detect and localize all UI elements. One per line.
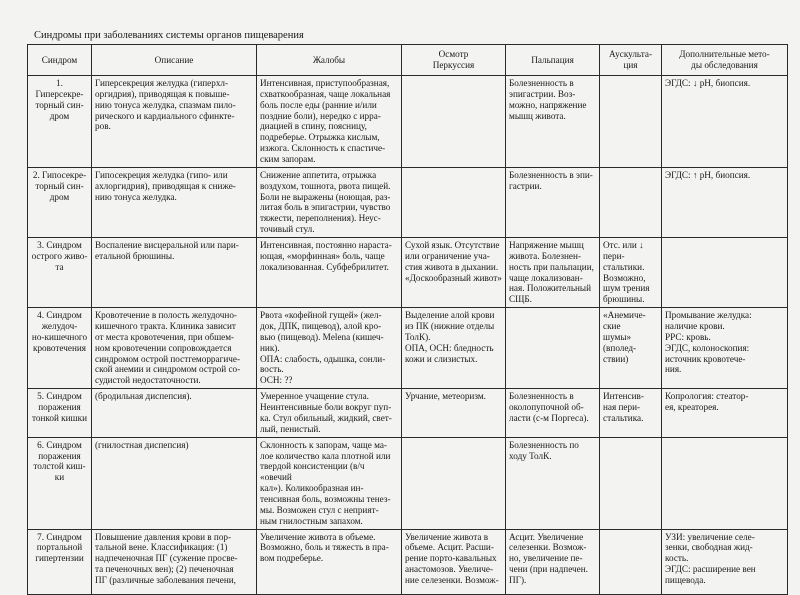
cell-extra: ЭГДС: ↓ pH, биопсия. [662, 76, 788, 168]
cell-syndrome: 6. Синдром поражения толстой киш- ки [28, 437, 92, 529]
cell-palpation: Болезненность в эпигастрии. Воз- можно, напряжение мышц живота. [506, 76, 600, 168]
cell-complaints: Умеренное учащение стула. Неинтенсивные боли вокруг пуп- ка. Стул обильный, жидкий, свет- лый, пенистый. [257, 389, 402, 437]
cell-auscultation [600, 437, 662, 529]
table-row [28, 76, 788, 168]
syndromes-table [27, 44, 788, 595]
cell-extra: Копрология: стеатоp- ея, креаторея. [662, 389, 788, 437]
cell-palpation: Болезненность в околопупочной об- ласти (с-м Поргеса). [506, 389, 600, 437]
header-syndrome: Синдром [28, 45, 92, 76]
table-row [28, 238, 788, 308]
cell-syndrome: 5. Синдром поражения тонкой кишки [28, 389, 92, 437]
cell-auscultation: Отс. или ↓ пери- стальтики. Возможно, шум трения брюшины. [600, 238, 662, 308]
cell-complaints: Склонность к запорам, чаще ма- лое количество кала плотной или твердой консистенции (в/ч «овечий кал»). Коликообразная ин- тенсивная боль, возможны тенез- мы. Возможен стул с неприят- ным гнилостным запахом. [257, 437, 402, 529]
cell-auscultation [600, 76, 662, 168]
cell-complaints: Снижение аппетита, отрыжка воздухом, тошнота, рвота пищей. Боли не выражены (ноющая, раз- литая боль в эпигастрии, чувство тяжести, переполнения). Неус- точивый стул. [257, 167, 402, 237]
page-title: Синдромы при заболеваниях системы органов пищеварения [34, 30, 304, 41]
header-description: Описание [92, 45, 257, 76]
cell-exam [402, 76, 506, 168]
cell-syndrome: 2. Гипосекре- торный син- дром [28, 167, 92, 237]
header-complaints: Жалобы [257, 45, 402, 76]
cell-exam: Увеличение живота в объеме. Асцит. Расши- рение порто-кавальных анастомозов. Увеличе- ние селезенки. Возмож- [402, 529, 506, 594]
cell-extra [662, 437, 788, 529]
cell-extra: Промывание желудка: наличие крови. РРС: кровь. ЭГДС, колоноскопия: источник кровотече- ния. [662, 308, 788, 389]
cell-description: Кровотечение в полость желудочно- кишечного тракта. Клиника зависит от места кровотечения, при обшем- ном кровотечении сопровождается синдромом острой постгеморрагиче- ской анемии и синдромом острой со- судистой недостаточности. [92, 308, 257, 389]
cell-complaints: Интенсивная, приступообразная, схваткообразная, чаще локальная боль после еды (ранние и/или поздние боли), нередко с ирра- диацией в спину, поясницу, подреберье. Отрыжка кислым, изжога. Склонность к спастиче- ским запорам. [257, 76, 402, 168]
cell-auscultation [600, 529, 662, 594]
cell-palpation [506, 308, 600, 389]
cell-exam [402, 437, 506, 529]
table-row [28, 308, 788, 389]
cell-palpation: Болезненность в эпи- гастрии. [506, 167, 600, 237]
table-row [28, 389, 788, 437]
header-row [28, 45, 788, 76]
cell-exam: Сухой язык. Отсутствие или ограничение уча- стия живота в дыхании. «Доскообразный живот» [402, 238, 506, 308]
header-exam: Осмотр Перкуссия [402, 45, 506, 76]
cell-description: Гипосекреция желудка (гипо- или ахлоргидрия), приводящая к сниже- нию тонуса желудка. [92, 167, 257, 237]
cell-auscultation: Интенсив- ная пери- стальтика. [600, 389, 662, 437]
cell-auscultation: «Анемиче- ские шумы» (вполед- ствии) [600, 308, 662, 389]
cell-description: (бродильная диспепсия). [92, 389, 257, 437]
cell-extra [662, 238, 788, 308]
cell-exam: Урчание, метеоризм. [402, 389, 506, 437]
cell-description: Повышение давления крови в пор- тальной вене. Классификация: (1) надпеченочная ПГ (сужение просве- та печеночных вен); (2) печеночная ПГ (различные заболевания печени, [92, 529, 257, 594]
table-row [28, 437, 788, 529]
cell-complaints: Увеличение живота в объеме. Возможно, боль и тяжесть в пра- вом подреберье. [257, 529, 402, 594]
cell-exam: Выделение алой крови из ПК (нижние отделы ТолК). ОПА, ОСН: бледность кожи и слизистых. [402, 308, 506, 389]
cell-syndrome: 3. Синдром острого живо- та [28, 238, 92, 308]
cell-syndrome: 7. Синдром портальной гипертензии [28, 529, 92, 594]
cell-palpation: Напряжение мышц живота. Болезнен- ность при пальпации, чаще локализован- ная. Положительный СЩБ. [506, 238, 600, 308]
cell-extra: УЗИ: увеличение селе- зенки, свободная жид- кость. ЭГДС: расширение вен пищевода. [662, 529, 788, 594]
cell-description: (гнилостная диспепсия) [92, 437, 257, 529]
cell-description: Гиперсекреция желудка (гиперхл- оргидрия), приводящая к повыше- нию тонуса желудка, спазмам пило- рического и кардиального сфинкте- ров. [92, 76, 257, 168]
cell-exam [402, 167, 506, 237]
table-row [28, 167, 788, 237]
cell-syndrome: 1. Гиперсекре- торный син- дром [28, 76, 92, 168]
cell-palpation: Асцит. Увеличение селезенки. Возмож- но, увеличение пе- чени (при надпечен. ПГ). [506, 529, 600, 594]
cell-extra: ЭГДС: ↑ pH, биопсия. [662, 167, 788, 237]
cell-complaints: Интенсивная, постоянно нараста- ющая, «морфинная» боль, чаще локализованная. Субфебрилитет. [257, 238, 402, 308]
header-extra: Дополнительные мето- ды обследования [662, 45, 788, 76]
cell-description: Воспаление висцеральной или пари- етальной брюшины. [92, 238, 257, 308]
cell-syndrome: 4. Синдром желудоч- но-кишечного кровотечения [28, 308, 92, 389]
header-auscultation: Аускульта- ция [600, 45, 662, 76]
cell-auscultation [600, 167, 662, 237]
cell-palpation: Болезненность по ходу ТолК. [506, 437, 600, 529]
cell-complaints: Рвота «кофейной гущей» (жел- док, ДПК, пищевод), алой кро- вью (пищевод). Melena (кишеч- ник). ОПА: слабость, одышка, сонли- вость. ОСН: ?? [257, 308, 402, 389]
table-row [28, 529, 788, 594]
header-palpation: Пальпация [506, 45, 600, 76]
